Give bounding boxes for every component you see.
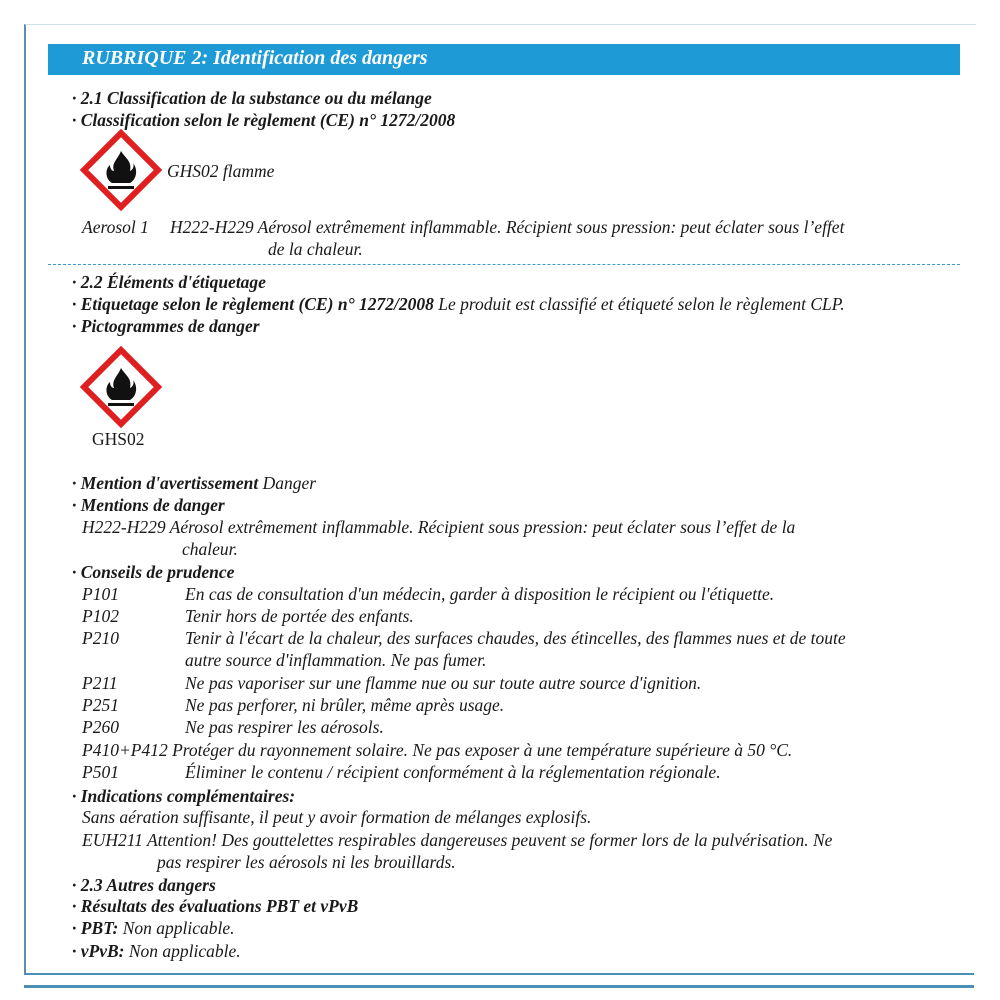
s22-mention-cont: chaleur. (182, 539, 238, 559)
s22-regulation: · Etiquetage selon le règlement (CE) n° 1272/2008 Le produit est classifié et étiqueté selon le règlement CLP. (72, 294, 845, 314)
s22-warning: · Mention d'avertissement Danger (72, 473, 317, 493)
s23-vpvb: · vPvB: Non applicable. (72, 941, 241, 961)
section-header (48, 44, 960, 75)
s22-mention: H222-H229 Aérosol extrêmement inflammable. Récipient sous pression: peut éclater sous l’effet de la (82, 517, 796, 537)
section-title: RUBRIQUE 2: Identification des dangers (82, 47, 428, 69)
s22-indication: Sans aération suffisante, il peut y avoir formation de mélanges explosifs. (82, 807, 592, 827)
s21-regulation: · Classification selon le règlement (CE) n° 1272/2008 (72, 110, 456, 130)
bottom-rule (24, 985, 974, 988)
s21-hazard-cont: de la chaleur. (268, 239, 363, 259)
s22-conseils-title: · Conseils de prudence (72, 562, 235, 582)
s22-indications-title: · Indications complémentaires: (72, 786, 296, 806)
s23-title: · 2.3 Autres dangers (72, 875, 216, 895)
s21-title: · 2.1 Classification de la substance ou du mélange (72, 88, 432, 108)
ghs02-flame-pictogram-icon (80, 129, 162, 211)
s22-mentions-title: · Mentions de danger (72, 495, 225, 515)
s23-pbt: · PBT: Non applicable. (72, 918, 235, 938)
s22-indication: EUH211 Attention! Des gouttelettes respirables dangereuses peuvent se former lors de la pulvérisation. Ne (82, 830, 833, 850)
s21-pictogram-label: GHS02 flamme (167, 161, 275, 181)
s21-class-code: Aerosol 1 (82, 217, 149, 237)
bottom-rule (24, 973, 974, 975)
ghs02-flame-pictogram-icon (80, 346, 162, 428)
conseil-row: P410+P412 Protéger du rayonnement solaire. Ne pas exposer à une température supérieure à 50 °C. (82, 740, 793, 760)
divider (48, 264, 960, 265)
s22-title: · 2.2 Éléments d'étiquetage (72, 272, 266, 292)
s22-pictogram-label: GHS02 (92, 429, 145, 449)
s23-pbt-title: · Résultats des évaluations PBT et vPvB (72, 896, 359, 916)
s22-pictogram-title: · Pictogrammes de danger (72, 316, 260, 336)
s21-hazard: H222-H229 Aérosol extrêmement inflammable. Récipient sous pression: peut éclater sous l’effet (170, 217, 845, 237)
s22-indication-cont: pas respirer les aérosols ni les brouillards. (157, 852, 456, 872)
